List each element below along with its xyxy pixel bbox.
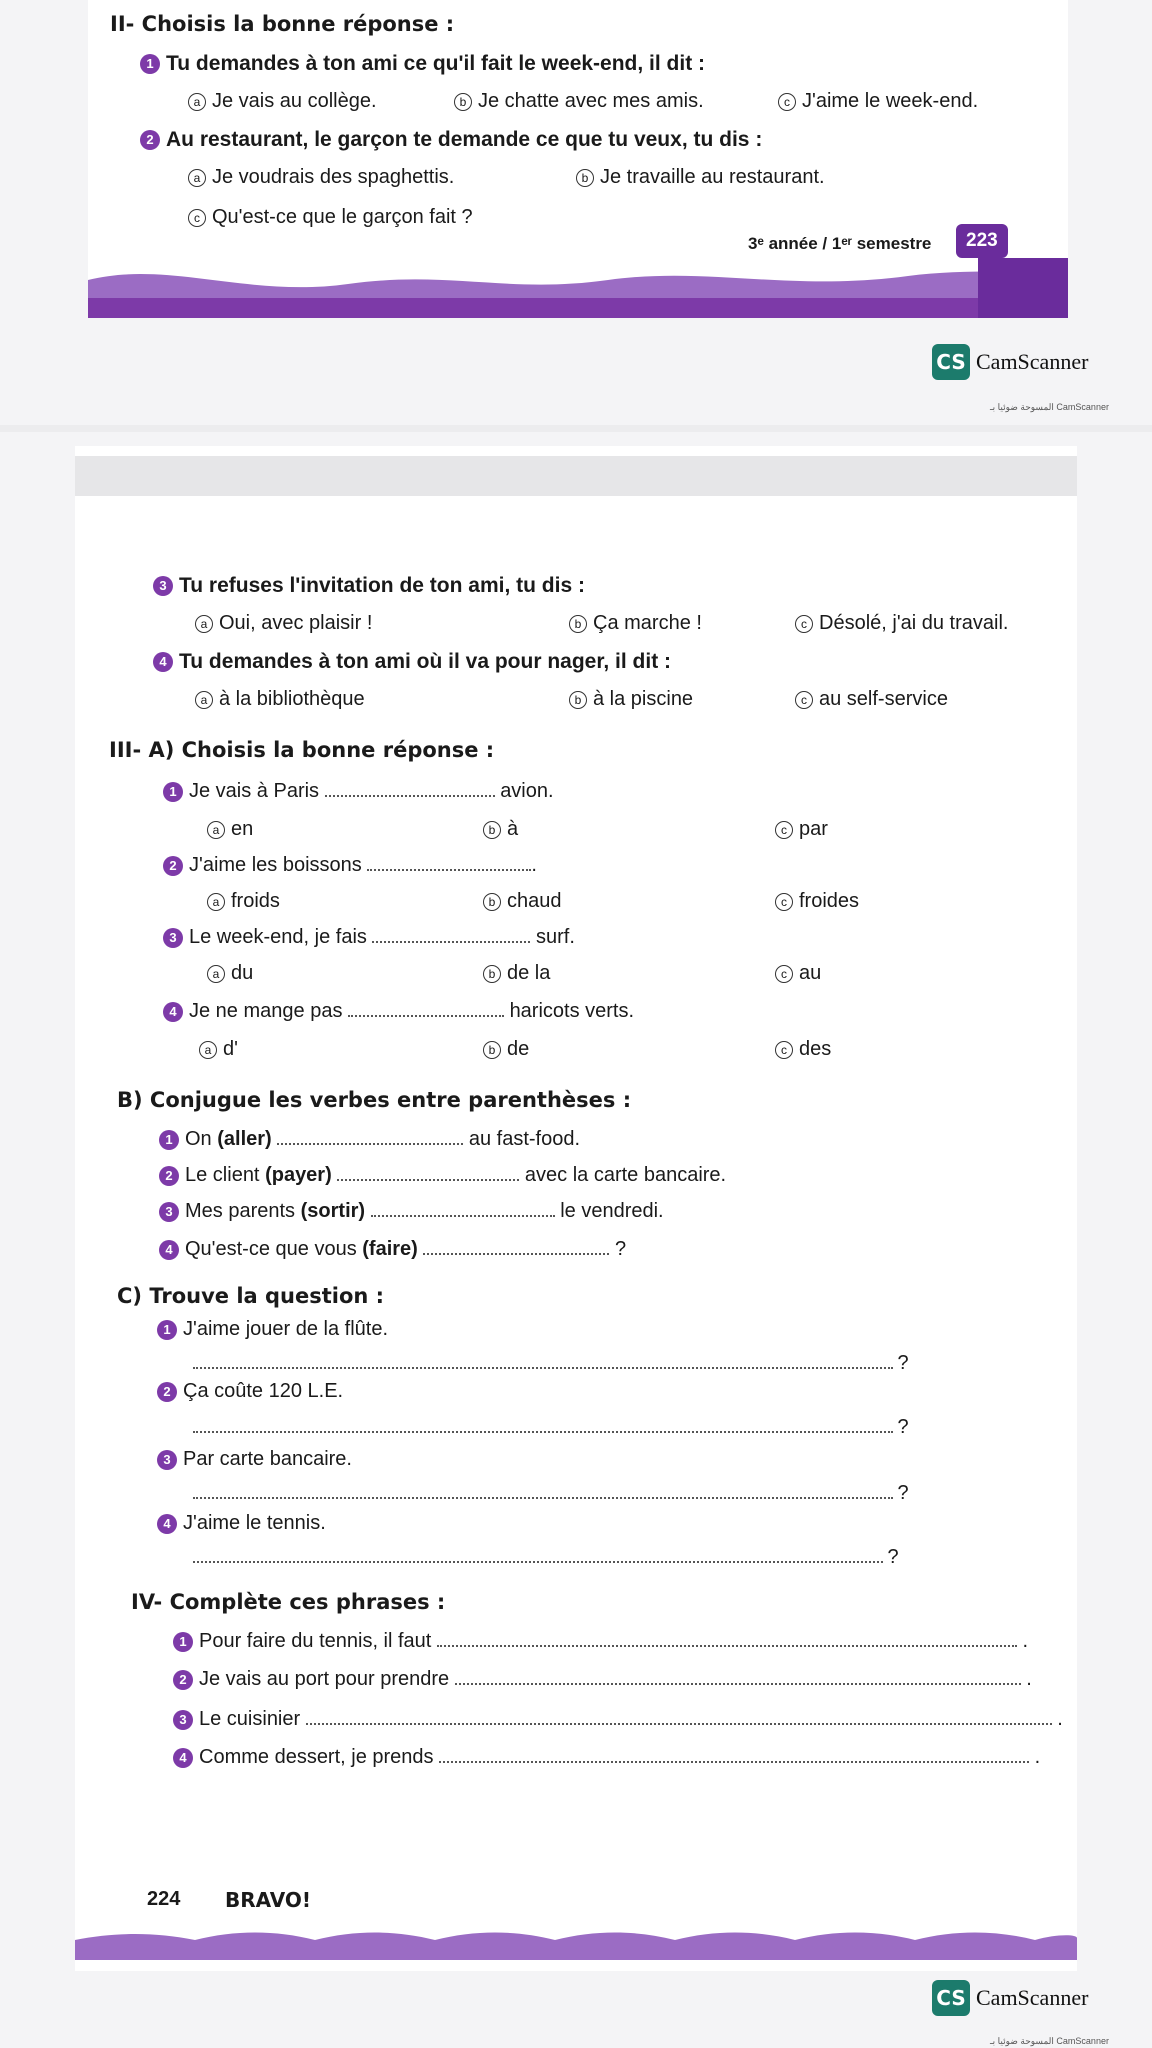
letter-a-icon: a xyxy=(188,169,206,187)
option-b[interactable] xyxy=(483,962,550,985)
option-text: Oui, avec plaisir ! xyxy=(219,612,373,634)
sentence-end: avec la carte bancaire. xyxy=(524,1164,727,1186)
answer-text: J'aime le tennis. xyxy=(183,1512,326,1534)
option-a[interactable] xyxy=(188,166,454,189)
blank-line[interactable] xyxy=(193,1483,893,1499)
scan-page-1 xyxy=(0,0,1152,425)
sentence-end: au fast-food. xyxy=(468,1128,581,1150)
number-badge: 1 xyxy=(140,54,160,74)
letter-c-icon: c xyxy=(775,1041,793,1059)
camscanner-caption: المسوحة ضوئيا بـ CamScanner xyxy=(990,2036,1109,2046)
question-line[interactable] xyxy=(193,1482,909,1505)
option-text: Désolé, j'ai du travail. xyxy=(819,612,1009,634)
option-text: J'aime le week-end. xyxy=(802,90,979,112)
option-text: froids xyxy=(231,890,280,912)
camscanner-watermark xyxy=(932,344,1088,380)
exercise-a3 xyxy=(163,926,575,949)
letter-b-icon: b xyxy=(569,691,587,709)
number-badge: 1 xyxy=(157,1320,177,1340)
number-badge: 4 xyxy=(173,1748,193,1768)
sentence-end: surf. xyxy=(536,926,575,948)
blank-line[interactable] xyxy=(337,1165,519,1181)
option-a[interactable] xyxy=(207,962,253,985)
section-title-C: C) Trouve la question : xyxy=(117,1284,385,1308)
blank-line[interactable] xyxy=(371,1201,555,1217)
option-text: au self-service xyxy=(819,688,948,710)
letter-c-icon: c xyxy=(795,691,813,709)
question-mark: ? xyxy=(897,1416,909,1438)
number-badge: 1 xyxy=(173,1632,193,1652)
option-a[interactable] xyxy=(188,90,377,113)
sentence-end: le vendredi. xyxy=(560,1200,664,1222)
number-badge: 4 xyxy=(153,652,173,672)
letter-b-icon: b xyxy=(483,821,501,839)
letter-a-icon: a xyxy=(195,691,213,709)
scan-page-2 xyxy=(0,432,1152,2048)
camscanner-logo: CS xyxy=(932,1980,970,2016)
option-text: à xyxy=(507,818,519,840)
option-text: des xyxy=(799,1038,832,1060)
period: . xyxy=(1022,1630,1029,1652)
paper-page-1 xyxy=(88,0,1068,318)
sentence-start: Je vais à Paris xyxy=(189,780,320,802)
number-badge: 3 xyxy=(159,1202,179,1222)
letter-a-icon: a xyxy=(207,893,225,911)
option-text: à la piscine xyxy=(593,688,694,710)
letter-b-icon: b xyxy=(483,893,501,911)
letter-c-icon: c xyxy=(795,615,813,633)
letter-c-icon: c xyxy=(778,93,796,111)
option-b[interactable] xyxy=(576,166,825,189)
camscanner-caption: المسوحة ضوئيا بـ CamScanner xyxy=(990,402,1109,412)
sentence-start: Je vais au port pour prendre xyxy=(199,1668,450,1690)
question-1 xyxy=(140,52,705,76)
blank-line[interactable] xyxy=(325,781,495,797)
letter-c-icon: c xyxy=(188,209,206,227)
paper-page-2 xyxy=(75,446,1077,1971)
sentence-start: Le week-end, je fais xyxy=(189,926,367,948)
sentence-end: avion. xyxy=(500,780,554,802)
blank-line[interactable] xyxy=(423,1239,609,1255)
option-b[interactable] xyxy=(454,90,704,113)
exercise-b2 xyxy=(159,1164,726,1187)
number-badge: 2 xyxy=(159,1166,179,1186)
answer-text: Par carte bancaire. xyxy=(183,1448,352,1470)
sentence-start: Je ne mange pas xyxy=(189,1000,343,1022)
verb: (aller) xyxy=(217,1128,272,1150)
option-b[interactable] xyxy=(569,688,693,711)
option-text: de la xyxy=(507,962,551,984)
exercise-c3 xyxy=(157,1448,352,1471)
question-text: Au restaurant, le garçon te demande ce que tu veux, tu dis : xyxy=(166,128,763,151)
number-badge: 3 xyxy=(163,928,183,948)
option-text: Je vais au collège. xyxy=(212,90,377,112)
question-mark: ? xyxy=(897,1352,909,1374)
option-c[interactable] xyxy=(795,612,1008,635)
camscanner-logo: CS xyxy=(932,344,970,380)
option-text: à la bibliothèque xyxy=(219,688,365,710)
exercise-c2 xyxy=(157,1380,343,1403)
section-title-IV: IV- Complète ces phrases : xyxy=(131,1590,446,1614)
blank-line[interactable] xyxy=(193,1547,883,1563)
exercise-c4 xyxy=(157,1512,326,1535)
number-badge: 4 xyxy=(157,1514,177,1534)
option-c[interactable] xyxy=(775,890,859,913)
blank-line[interactable] xyxy=(372,927,530,943)
question-line[interactable] xyxy=(193,1416,909,1439)
option-b[interactable] xyxy=(569,612,702,635)
option-text: du xyxy=(231,962,254,984)
sentence-start: Comme dessert, je prends xyxy=(199,1746,434,1768)
letter-a-icon: a xyxy=(199,1041,217,1059)
verb: (payer) xyxy=(265,1164,332,1186)
option-a[interactable] xyxy=(195,688,365,711)
option-text: Je travaille au restaurant. xyxy=(600,166,825,188)
option-c[interactable] xyxy=(775,1038,831,1061)
letter-b-icon: b xyxy=(576,169,594,187)
option-text: chaud xyxy=(507,890,562,912)
letter-c-icon: c xyxy=(775,893,793,911)
period: . xyxy=(1026,1668,1032,1690)
exercise-b4 xyxy=(159,1238,626,1261)
letter-a-icon: a xyxy=(195,615,213,633)
letter-c-icon: c xyxy=(775,965,793,983)
number-badge: 3 xyxy=(153,576,173,596)
purple-wave-footer xyxy=(88,258,1068,318)
exercise-d4 xyxy=(173,1746,1040,1769)
option-c[interactable] xyxy=(795,688,948,711)
letter-c-icon: c xyxy=(775,821,793,839)
page-number-224: 224 xyxy=(147,1888,181,1910)
sentence-start: Mes parents xyxy=(185,1200,296,1222)
sentence-end: ? xyxy=(614,1238,627,1260)
blank-line[interactable] xyxy=(193,1417,893,1433)
letter-b-icon: b xyxy=(483,1041,501,1059)
question-text: Tu demandes à ton ami ce qu'il fait le week-end, il dit : xyxy=(166,52,706,75)
sentence-end: haricots verts. xyxy=(509,1000,635,1022)
option-text: en xyxy=(231,818,254,840)
exercise-d3 xyxy=(173,1708,1063,1731)
exercise-d1 xyxy=(173,1630,1028,1653)
sentence-end: . xyxy=(531,854,537,876)
option-a[interactable] xyxy=(199,1038,238,1061)
sentence-start: Le cuisinier xyxy=(199,1708,301,1730)
option-text: Ça marche ! xyxy=(593,612,702,634)
blank-line[interactable] xyxy=(437,1631,1017,1647)
option-c[interactable] xyxy=(188,206,473,229)
blank-line[interactable] xyxy=(455,1669,1021,1685)
sentence-start: Qu'est-ce que vous xyxy=(185,1238,357,1260)
option-text: Je voudrais des spaghettis. xyxy=(212,166,455,188)
period: . xyxy=(1034,1746,1041,1768)
question-line[interactable] xyxy=(193,1546,909,1569)
answer-text: J'aime jouer de la flûte. xyxy=(183,1318,389,1340)
number-badge: 2 xyxy=(173,1670,193,1690)
letter-b-icon: b xyxy=(569,615,587,633)
section-title-B: B) Conjugue les verbes entre parenthèses : xyxy=(117,1088,632,1112)
number-badge: 4 xyxy=(163,1002,183,1022)
section-title-II: II- Choisis la bonne réponse : xyxy=(110,12,455,36)
sentence-start: J'aime les boissons xyxy=(189,854,362,876)
option-b[interactable] xyxy=(483,1038,529,1061)
question-mark: ? xyxy=(897,1482,909,1504)
number-badge: 1 xyxy=(159,1130,179,1150)
scan-shadow-band xyxy=(75,456,1077,496)
option-b[interactable] xyxy=(483,890,562,913)
letter-b-icon: b xyxy=(483,965,501,983)
option-text: froides xyxy=(799,890,860,912)
camscanner-watermark xyxy=(932,1980,1088,2016)
number-badge: 3 xyxy=(173,1710,193,1730)
page-number-223: 223 xyxy=(956,224,1008,258)
verb: (sortir) xyxy=(300,1200,366,1222)
sentence-start: Pour faire du tennis, il faut xyxy=(199,1630,432,1652)
exercise-a4 xyxy=(163,1000,634,1023)
question-4 xyxy=(153,650,671,674)
blank-line[interactable] xyxy=(439,1747,1029,1763)
option-text: Qu'est-ce que le garçon fait ? xyxy=(212,206,473,228)
question-3 xyxy=(153,574,585,598)
blank-line[interactable] xyxy=(193,1353,893,1369)
blank-line[interactable] xyxy=(277,1129,463,1145)
option-c[interactable] xyxy=(775,818,828,841)
purple-wave-footer xyxy=(75,1924,1077,1960)
blank-line[interactable] xyxy=(348,1001,504,1017)
exercise-c1 xyxy=(157,1318,388,1341)
exercise-a1 xyxy=(163,780,554,803)
option-c[interactable] xyxy=(775,962,821,985)
option-a[interactable] xyxy=(195,612,372,635)
option-text: Je chatte avec mes amis. xyxy=(478,90,704,112)
camscanner-name: CamScanner xyxy=(976,349,1089,374)
exercise-b1 xyxy=(159,1128,580,1151)
question-text: Tu demandes à ton ami où il va pour nager, il dit : xyxy=(179,650,672,673)
exercise-b3 xyxy=(159,1200,664,1223)
option-text: par xyxy=(799,818,828,840)
blank-line[interactable] xyxy=(367,855,531,871)
sentence-start: Le client xyxy=(185,1164,260,1186)
section-title-IIIA: III- A) Choisis la bonne réponse : xyxy=(109,738,495,762)
letter-a-icon: a xyxy=(207,965,225,983)
option-b[interactable] xyxy=(483,818,518,841)
period: . xyxy=(1057,1708,1063,1730)
question-mark: ? xyxy=(887,1546,899,1568)
exercise-a2 xyxy=(163,854,537,877)
camscanner-name: CamScanner xyxy=(976,1985,1089,2010)
verb: (faire) xyxy=(362,1238,418,1260)
bravo-label: BRAVO! xyxy=(225,1888,312,1912)
sentence-start: On xyxy=(185,1128,212,1150)
question-text: Tu refuses l'invitation de ton ami, tu dis : xyxy=(179,574,585,597)
option-text: de xyxy=(507,1038,530,1060)
letter-b-icon: b xyxy=(454,93,472,111)
question-line[interactable] xyxy=(193,1352,909,1375)
option-a[interactable] xyxy=(207,818,253,841)
letter-a-icon: a xyxy=(188,93,206,111)
number-badge: 1 xyxy=(163,782,183,802)
blank-line[interactable] xyxy=(306,1709,1052,1725)
number-badge: 2 xyxy=(140,130,160,150)
exercise-d2 xyxy=(173,1668,1032,1691)
option-a[interactable] xyxy=(207,890,280,913)
answer-text: Ça coûte 120 L.E. xyxy=(183,1380,344,1402)
number-badge: 2 xyxy=(157,1382,177,1402)
option-text: d' xyxy=(223,1038,238,1060)
question-2 xyxy=(140,128,762,152)
number-badge: 2 xyxy=(163,856,183,876)
letter-a-icon: a xyxy=(207,821,225,839)
number-badge: 4 xyxy=(159,1240,179,1260)
footer-label: 3ᵉ année / 1ᵉʳ semestre xyxy=(748,234,932,253)
number-badge: 3 xyxy=(157,1450,177,1470)
option-c[interactable] xyxy=(778,90,978,113)
option-text: au xyxy=(799,962,822,984)
